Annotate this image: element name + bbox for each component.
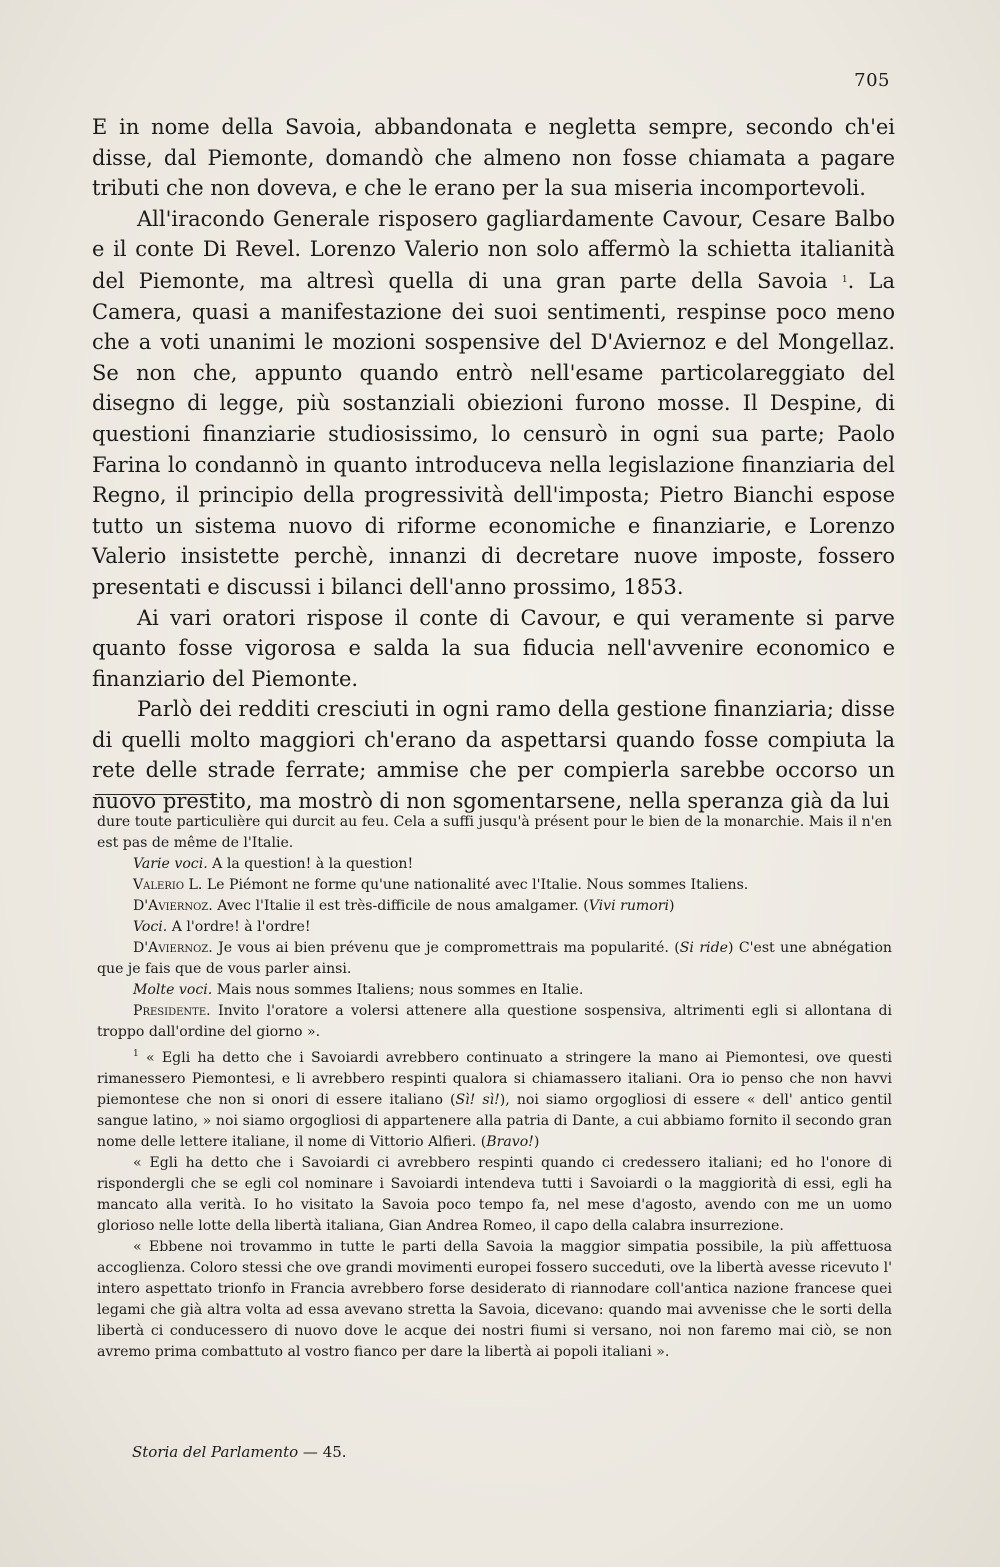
footnote-1-text-a: « Egli ha detto che i Savoiardi avrebbero continuato a stringere la mano ai Piemontesi, ove questi rimanessero Piemontesi, e li avrebbero respinti qualora si chiamassero italiani. Ora io penso che non havvi piemontese che non si onori di essere italiano ( (97, 1049, 892, 1108)
footnote-line (97, 980, 892, 1001)
footnote-line (97, 896, 892, 917)
speaker-label: Valerio L. (133, 877, 203, 894)
speech-text-end: ) C'est une abnégation que je fais que de vous parler ainsi. (97, 940, 892, 978)
footnote-marker: 1 (133, 1048, 139, 1059)
footnotes (97, 812, 892, 1363)
speech-text: Avec l'Italie il est très-difficile de nous amalgamer. ( (212, 898, 589, 915)
footnote-line (97, 917, 892, 938)
speech-text: Je vous ai bien prévenu que je compromettrais ma popularité. ( (212, 940, 680, 957)
paragraph-4 (92, 694, 895, 816)
speech-text: Le Piémont ne forme qu'une nationalité avec l'Italie. Nous sommes Italiens. (202, 877, 749, 894)
speaker-label: D'Aviernoz. (133, 940, 213, 957)
footnote-line (97, 938, 892, 980)
paragraph-4-text: Parlò dei redditi cresciuti in ogni ramo della gestione finanziaria; disse di quelli molto maggiori ch'erano da aspettarsi quando fosse compiuta la rete delle strade ferrate; ammise che per compierla sarebbe occorso un nuovo prestito, ma mostrò di non sgomentarsene, nella speranza già da lui (92, 697, 895, 814)
speaker-label: Presidente. (133, 1003, 211, 1020)
signature-separator: — (298, 1443, 323, 1461)
paragraph-2-text-b: . La Camera, quasi a manifestazione dei suoi sentimenti, respinse poco meno che a voti unanimi le mozioni sospensive del D'Aviernoz e del Mongellaz. Se non che, appunto quando entrò nell'esame particolareggiato del disegno di legge, più sostanziali obiezioni furono mosse. Il Despine, di questioni finanziarie studiosissimo, lo censurò in ogni sua parte; Paolo Farina lo condannò in quanto introduceva nella legislazione finanziaria del Regno, il principio della progressività dell'imposta; Pietro Bianchi espose tutto un sistema nuovo di riforme economiche e finanziarie, e Lorenzo Valerio insistette perchè, innanzi di decretare nuove imposte, fossero presentati e discussi i bilanci dell'anno prossimo, 1853. (92, 268, 895, 599)
signature-mark (132, 1443, 347, 1461)
speaker-label: Molte voci. (133, 982, 213, 999)
stage-direction: Si ride (679, 940, 728, 957)
footnote-1-paragraph-2-text: « Egli ha detto che i Savoiardi ci avrebbero respinti quando ci credessero italiani; ed ho l'onore di rispondergli che se egli col nominare i Savoiardi intendeva tutti i Savoiardi o la maggiorità di essi, egli ha mancato alla verità. Io ho visitato la Savoia poco tempo fa, nel mese d'agosto, avendo con me un uomo glorioso nelle lotte della libertà italiana, Gian Andrea Romeo, il capo della calabra insurrezione. (97, 1154, 892, 1234)
footnote-line (97, 875, 892, 896)
signature-title: Storia del Parlamento (132, 1443, 299, 1461)
speaker-label: D'Aviernoz. (133, 898, 213, 915)
paragraph-3-text: Ai vari oratori rispose il conte di Cavour, e qui veramente si parve quanto fosse vigorosa e salda la sua fiducia nell'avvenire economico e finanziario del Piemonte. (92, 605, 895, 691)
speech-text-end: ) (669, 898, 675, 915)
footnote-1-text-b: ), noi siamo orgogliosi di essere « dell' antico gentil sangue latino, » noi siamo orgogliosi di appartenere alla patria di Dante, a cui abbiamo fornito il secondo gran nome delle lettere italiane, il nome di Vittorio Alfieri. ( (97, 1091, 892, 1150)
footnote-continuation-text: dure toute particulière qui durcit au feu. Cela a suffi jusqu'à présent pour le bien de la monarchie. Mais il n'en est pas de même de l'Italie. (97, 814, 892, 852)
footnote-line (97, 1001, 892, 1043)
paragraph-2-text-a: All'iracondo Generale risposero gagliardamente Cavour, Cesare Balbo e il conte Di Revel. Lorenzo Valerio non solo affermò la schietta italianità del Piemonte, ma altresì quella di una gran parte della Savoia (92, 206, 895, 293)
speaker-label: Varie voci. (133, 856, 208, 873)
stage-direction: Sì! sì! (455, 1091, 500, 1108)
footnote-divider (95, 794, 217, 795)
footnote-1-text-c: ) (533, 1133, 540, 1150)
stage-direction: Bravo! (486, 1133, 534, 1150)
paragraph-1-text: E in nome della Savoia, abbandonata e negletta sempre, secondo ch'ei disse, dal Piemonte, domandò che almeno non fosse chiamata a pagare tributi che non doveva, e che le erano per la sua miseria incomportevoli. (92, 115, 895, 201)
footnote-1 (97, 1044, 892, 1153)
footnote-1-paragraph-2 (97, 1153, 892, 1237)
footnote-line (97, 854, 892, 875)
page-number: 705 (854, 70, 890, 91)
paragraph-3 (92, 603, 895, 695)
footnote-1-paragraph-3-text: « Ebbene noi trovammo in tutte le parti della Savoia la maggior simpatia possibile, la più affettuosa accoglienza. Coloro stessi che ove grandi movimenti europei fossero succeduti, ove la libertà avesse ricevuto l' intero aspettato trionfo in Francia avrebbero forse desiderato di riannodare coll'antica nazione francese quei legami che già altra volta ad essa avevano stretta la Savoia, dicevano: quando mai avvenisse che le sorti della libertà ci conducessero di nuovo dove le acque dei nostri fiumi si versano, noi non faremo mai ciò, se non avremo prima combattuto al vostro fianco per dare la libertà ai popoli italiani ». (97, 1238, 892, 1361)
speech-text: Mais nous sommes Italiens; nous sommes en Italie. (212, 982, 584, 999)
main-text (92, 112, 895, 817)
paragraph-2 (92, 204, 895, 603)
footnote-1-paragraph-3 (97, 1237, 892, 1363)
stage-direction: Vivi rumori (588, 898, 670, 915)
speech-text: A la question! à la question! (207, 856, 414, 873)
footnote-continuation (97, 812, 892, 854)
speech-text: Invito l'oratore a volersi attenere alla questione sospensiva, altrimenti egli si allontana di troppo dall'ordine del giorno ». (97, 1003, 892, 1041)
signature-number: 45. (322, 1443, 347, 1461)
footnote-reference: 1 (841, 274, 848, 285)
speaker-label: Voci. (133, 919, 168, 936)
speech-text: A l'ordre! à l'ordre! (167, 919, 311, 936)
paragraph-1 (92, 112, 895, 204)
